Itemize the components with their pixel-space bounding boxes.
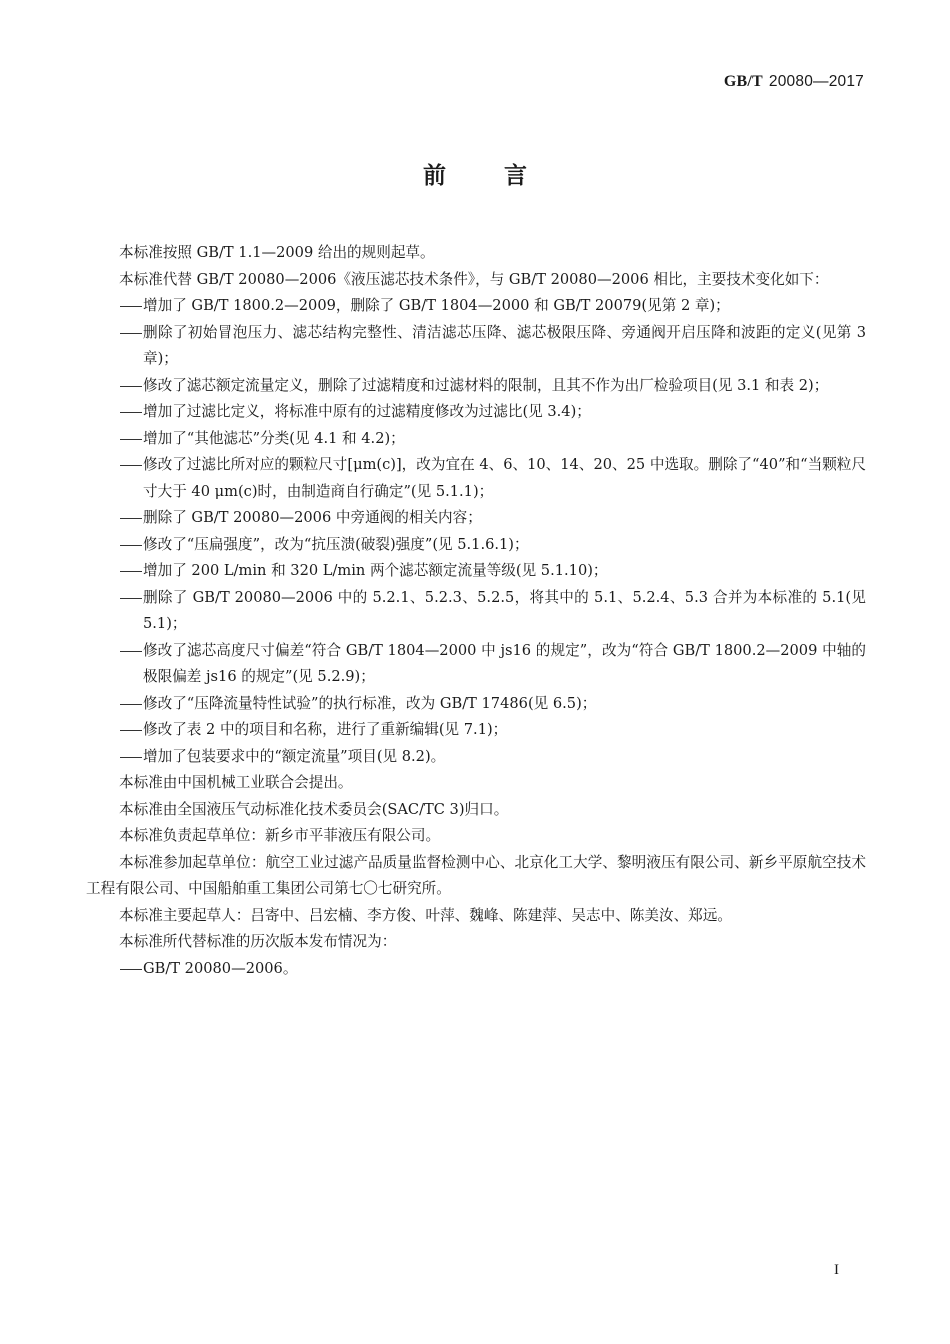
closing-paragraph: 本标准参加起草单位：航空工业过滤产品质量监督检测中心、北京化工大学、黎明液压有限公司、新乡平原航空技术工程有限公司、中国船舶重工集团公司第七〇七研究所。 [86, 853, 866, 897]
standard-number: 20080—2017 [768, 73, 864, 90]
list-item: GB/T 20080—2006。 [143, 959, 298, 977]
list-item: 增加了“其他滤芯”分类(见 4.1 和 4.2)； [143, 429, 405, 447]
list-item: 修改了“压降流量特性试验”的执行标准，改为 GB/T 17486(见 6.5)； [143, 694, 597, 712]
standard-prefix: GB/T [723, 73, 763, 90]
list-item: 修改了“压扁强度”，改为“抗压溃(破裂)强度”(见 5.1.6.1)； [143, 535, 529, 553]
closing-paragraph: 本标准主要起草人：吕寄中、吕宏楠、李方俊、叶萍、魏峰、陈建萍、吴志中、陈美汝、郑远。 [119, 906, 732, 924]
closing-paragraph: 本标准负责起草单位：新乡市平菲液压有限公司。 [119, 827, 441, 844]
list-item: 增加了过滤比定义，将标准中原有的过滤精度修改为过滤比(见 3.4)； [143, 403, 591, 420]
list-item: 删除了初始冒泡压力、滤芯结构完整性、清洁滤芯压降、滤芯极限压降、旁通阀开启压降和波距的定义(见第 3 章)； [143, 323, 866, 367]
standard-code [724, 72, 864, 91]
list-item: 删除了 GB/T 20080—2006 中旁通阀的相关内容； [143, 509, 482, 526]
intro-paragraph: 本标准按照 GB/T 1.1—2009 给出的规则起草。 [119, 244, 435, 261]
list-item: 修改了表 2 中的项目和名称，进行了重新编辑(见 7.1)； [143, 721, 508, 738]
list-item: 删除了 GB/T 20080—2006 中的 5.2.1、5.2.3、5.2.5，将其中的 5.1、5.2.4、5.3 合并为本标准的 5.1(见 5.1)； [143, 588, 866, 632]
foreword-body [86, 240, 866, 982]
history-list [86, 956, 866, 983]
title-char-1: 前 [423, 163, 446, 189]
list-item: 修改了过滤比所对应的颗粒尺寸[μm(c)]，改为宜在 4、6、10、14、20、25 中选取。删除了“40”和“当颗粒尺寸大于 40 μm(c)时，由制造商自行确定”(见 5.1.1)； [143, 456, 866, 500]
list-item: 增加了 GB/T 1800.2—2009，删除了 GB/T 1804—2000 和 GB/T 20079(见第 2 章)； [143, 297, 730, 314]
list-item: 增加了包装要求中的“额定流量”项目(见 8.2)。 [143, 747, 446, 765]
title-char-2: 言 [504, 163, 527, 189]
closing-paragraph: 本标准由中国机械工业联合会提出。 [119, 774, 353, 791]
closing-paragraph: 本标准由全国液压气动标准化技术委员会(SAC/TC 3)归口。 [119, 800, 509, 818]
list-item: 增加了 200 L/min 和 320 L/min 两个滤芯额定流量等级(见 5.1.10)； [143, 562, 608, 579]
list-item: 修改了滤芯高度尺寸偏差“符合 GB/T 1804—2000 中 js16 的规定”，改为“符合 GB/T 1800.2—2009 中轴的极限偏差 js16 的规定”(见 5.2.9)； [143, 641, 866, 685]
page-number: I [834, 1262, 839, 1278]
closing-paragraph: 本标准所代替标准的历次版本发布情况为： [119, 933, 397, 950]
list-item: 修改了滤芯额定流量定义，删除了过滤精度和过滤材料的限制，且其不作为出厂检验项目(见 3.1 和表 2)； [143, 376, 829, 394]
page-title [0, 157, 950, 190]
changes-list [86, 293, 866, 770]
intro-paragraph: 本标准代替 GB/T 20080—2006《液压滤芯技术条件》，与 GB/T 20080—2006 相比，主要技术变化如下： [119, 270, 829, 288]
